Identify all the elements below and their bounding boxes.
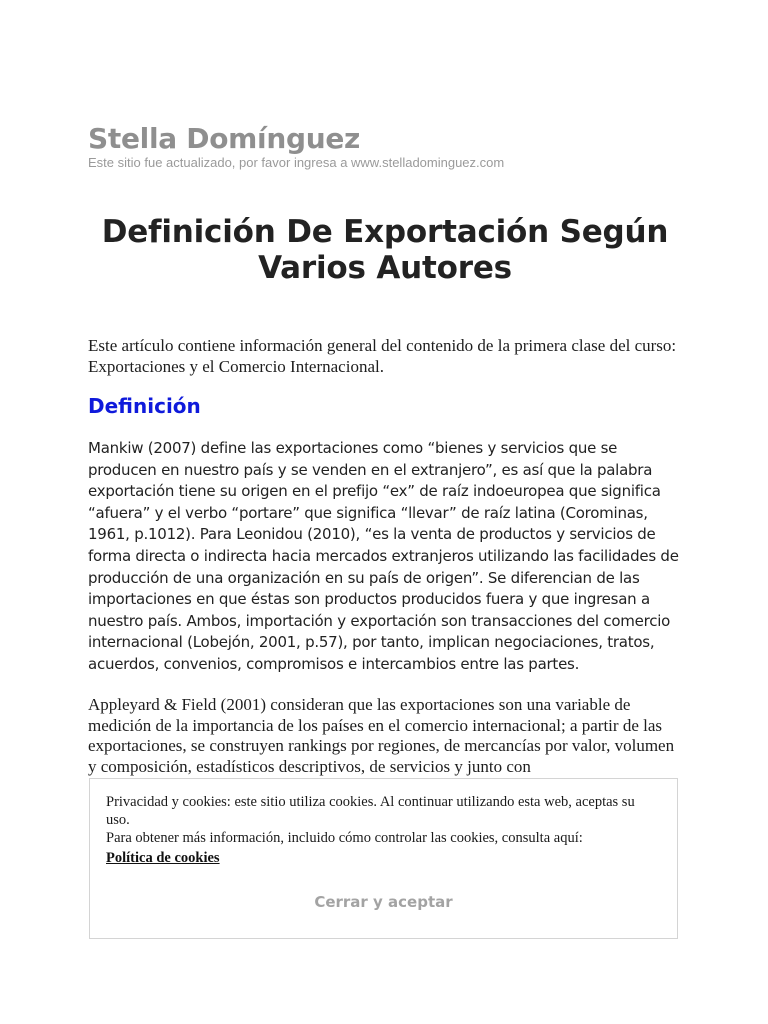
cookie-policy-link[interactable]: Política de cookies [106,850,220,866]
site-tagline: Este sitio fue actualizado, por favor ingresa a www.stelladominguez.com [88,155,505,170]
close-and-accept-button[interactable]: Cerrar y aceptar [294,889,474,915]
body-paragraph-2: Appleyard & Field (2001) consideran que las exportaciones son una variable de medición de la importancia de los países en el comercio internacional; a partir de las exportaciones, se construyen rankings por regiones, de mercancías por valor, volumen y composición, estadísticos descriptivos, de servicios y junto con [88,695,675,776]
site-title[interactable]: Stella Domínguez [88,122,361,155]
section-heading: Definición [88,394,201,418]
cookie-info-text: Para obtener más información, incluido cómo controlar las cookies, consulta aquí: [106,830,583,846]
body-paragraph: Mankiw (2007) define las exportaciones como “bienes y servicios que se producen en nuestro país y se venden en el extranjero”, es así que la palabra exportación tiene su origen en el prefijo “ex” de raíz indoeuropea que significa “afuera” y el verbo “portare” que significa “llevar” de raíz latina (Corominas, 1961, p.1012). Para Leonidou (2010), “es la venta de productos y servicios de forma directa o indirecta hacia mercados extranjeros utilizando las facilidades de producción de una organización en su país de origen”. Se diferencian de las importaciones en que éstas son productos producidos fuera y que ingresan a nuestro país. Ambos, importación y exportación son transacciones del comercio internacional (Lobejón, 2001, p.57), por tanto, implican negociaciones, tratos, acuerdos, convenios, compromisos e intercambios entre las partes. [88,439,679,673]
intro-paragraph: Este artículo contiene información general del contenido de la primera clase del curso: Exportaciones y el Comercio Internacional. [88,336,677,376]
post-title: Definición De Exportación Según Varios Autores [101,214,669,286]
cookie-notice-text: Privacidad y cookies: este sitio utiliza cookies. Al continuar utilizando esta web, aceptas su uso. [106,794,635,828]
cookie-banner [89,778,678,939]
